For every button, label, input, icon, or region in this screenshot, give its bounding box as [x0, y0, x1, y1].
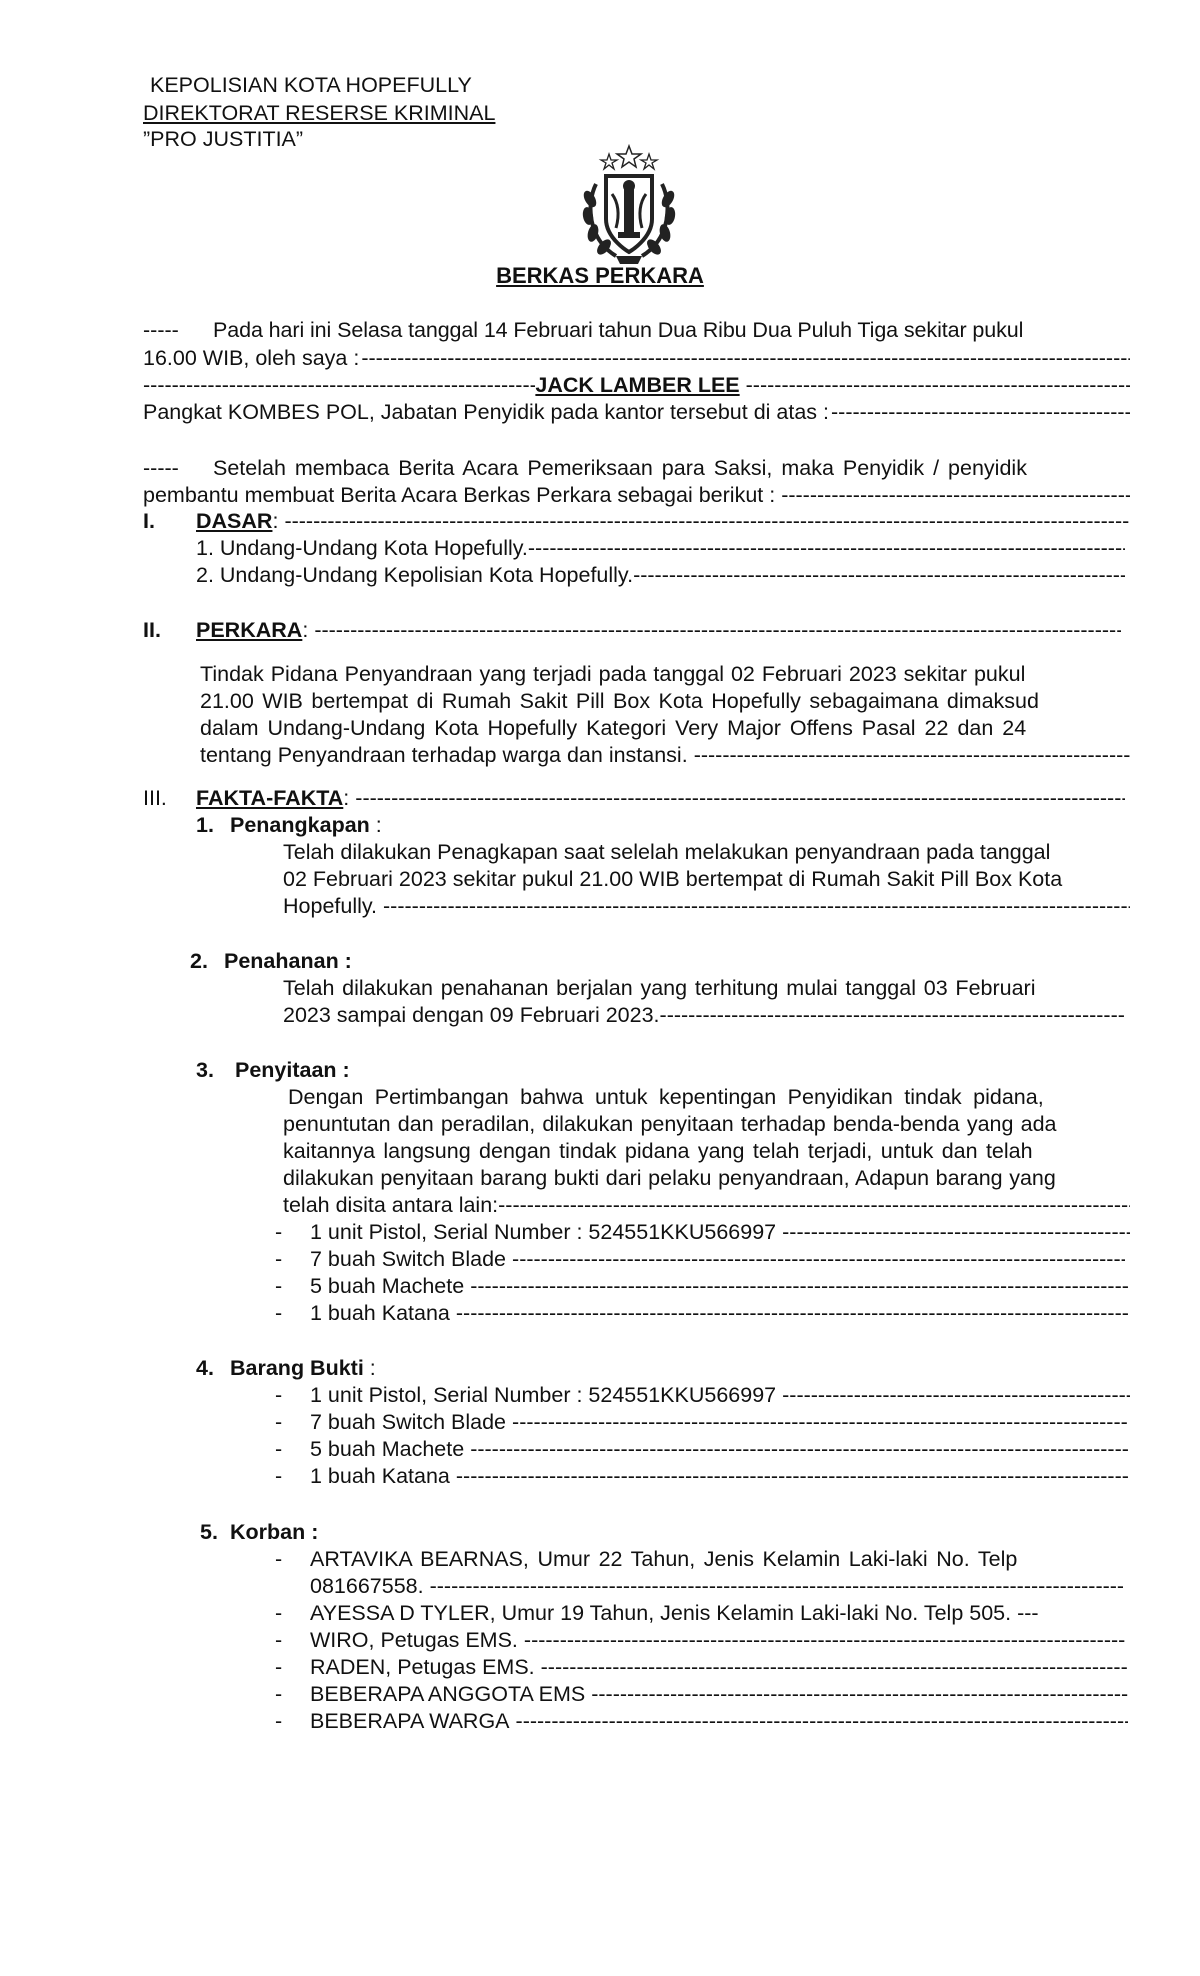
rank-text: Pangkat KOMBES POL, Jabatan Penyidik pada kantor tersebut di atas : [143, 400, 830, 424]
penyitaan-heading: Penyitaan : [235, 1058, 350, 1082]
korban-item-5 [310, 1681, 1128, 1708]
barang-bukti-heading-row [230, 1355, 376, 1382]
penyitaan-line-1: Dengan Pertimbangan bahwa untuk kepentingan Penyidikan tindak pidana, [288, 1085, 1044, 1109]
bukti-item-1 [310, 1382, 1130, 1409]
section-3-heading-row [196, 785, 1125, 812]
penangkapan-heading-row [230, 812, 382, 839]
korban-item-6-text: BEBERAPA WARGA [310, 1709, 510, 1733]
section-1-heading: DASAR [196, 509, 273, 533]
barang-bukti-heading: Barang Bukti [230, 1356, 364, 1380]
korban-heading: Korban : [230, 1520, 319, 1544]
korban-bullet-1: - [275, 1547, 283, 1571]
perkara-line-4-text: tentang Penyandraan terhadap warga dan instansi. [200, 743, 688, 767]
section-3-number: III. [143, 786, 167, 810]
section-2-number: II. [143, 618, 161, 642]
opening-line-2-text: 16.00 WIB, oleh saya : [143, 346, 360, 370]
bukti-item-3 [310, 1436, 1128, 1463]
bukti-bullet-4: - [275, 1464, 283, 1488]
korban-bullet-6: - [275, 1709, 283, 1733]
penangkapan-line-3 [283, 893, 1130, 920]
penangkapan-line-2: 02 Februari 2023 sekitar pukul 21.00 WIB bertempat di Rumah Sakit Pill Box Kota [283, 867, 1063, 891]
bukti-item-3-text: 5 buah Machete [310, 1437, 465, 1461]
penyitaan-bullet-1: - [275, 1220, 283, 1244]
investigator-name: JACK LAMBER LEE [535, 373, 740, 397]
section-1-colon: : [272, 509, 279, 533]
section-3-heading: FAKTA-FAKTA [196, 786, 344, 810]
bukti-item-4 [310, 1463, 1128, 1490]
penangkapan-colon: : [369, 813, 382, 837]
opening-line-2 [143, 345, 1130, 372]
page-title: BERKAS PERKARA [496, 263, 704, 288]
penahanan-heading: Penahanan : [224, 949, 352, 973]
penahanan-line-2-text: 2023 sampai dengan 09 Februari 2023. [283, 1003, 660, 1027]
perkara-line-1: Tindak Pidana Penyandraan yang terjadi pada tanggal 02 Februari 2023 sekitar pukul [200, 662, 1026, 686]
penyitaan-item-4-text: 1 buah Katana [310, 1301, 450, 1325]
penyitaan-line-5-text: telah disita antara lain: [283, 1193, 499, 1217]
korban-item-1-cont [310, 1573, 1123, 1600]
korban-item-4-text: RADEN, Petugas EMS. [310, 1655, 535, 1679]
penyitaan-item-4 [310, 1300, 1128, 1327]
korban-item-5-text: BEBERAPA ANGGOTA EMS [310, 1682, 586, 1706]
bukti-item-4-text: 1 buah Katana [310, 1464, 450, 1488]
penyitaan-bullet-4: - [275, 1301, 283, 1325]
korban-item-6 [310, 1708, 1128, 1735]
korban-item-1: ARTAVIKA BEARNAS, Umur 22 Tahun, Jenis Kelamin Laki-laki No. Telp [310, 1547, 1018, 1571]
penyitaan-bullet-2: - [275, 1247, 283, 1271]
penangkapan-line-1: Telah dilakukan Penagkapan saat selelah melakukan penyandraan pada tanggal [283, 840, 1051, 864]
pro-justitia: ”PRO JUSTITIA” [143, 127, 304, 151]
section-1-heading-row [196, 508, 1130, 535]
bukti-item-2-text: 7 buah Switch Blade [310, 1410, 507, 1434]
bukti-item-1-text: 1 unit Pistol, Serial Number : 524551KKU566997 [310, 1383, 777, 1407]
intro-lead: ----- [143, 456, 179, 480]
directorate-name: DIREKTORAT RESERSE KRIMINAL [143, 101, 496, 125]
opening-line-1: Pada hari ini Selasa tanggal 14 Februari tahun Dua Ribu Dua Puluh Tiga sekitar pukul [213, 318, 1024, 342]
barang-bukti-colon: : [363, 1356, 376, 1380]
korban-item-4 [310, 1654, 1128, 1681]
intro-line-1: Setelah membaca Berita Acara Pemeriksaan para Saksi, maka Penyidik / penyidik [213, 456, 1027, 480]
investigator-line [143, 372, 1130, 399]
section-2-heading-row [196, 617, 1121, 644]
penangkapan-number: 1. [196, 813, 214, 837]
korban-bullet-5: - [275, 1682, 283, 1706]
penahanan-number: 2. [190, 949, 208, 973]
section-2-colon: : [302, 618, 309, 642]
penyitaan-line-2: penuntutan dan peradilan, dilakukan penyitaan terhadap benda-benda yang ada [283, 1112, 1057, 1136]
korban-bullet-2: - [275, 1601, 283, 1625]
dasar-item-1-text: 1. Undang-Undang Kota Hopefully. [196, 536, 528, 560]
perkara-line-2: 21.00 WIB bertempat di Rumah Sakit Pill Box Kota Hopefully sebagaimana dimaksud [200, 689, 1039, 713]
korban-number: 5. [200, 1520, 218, 1544]
bukti-bullet-3: - [275, 1437, 283, 1461]
penyitaan-item-2 [310, 1246, 1125, 1273]
penangkapan-line-3-text: Hopefully. [283, 894, 378, 918]
rank-line [143, 399, 1130, 426]
intro-line-2 [143, 482, 1130, 509]
penyitaan-item-2-text: 7 buah Switch Blade [310, 1247, 507, 1271]
penyitaan-line-5 [283, 1192, 1130, 1219]
penyitaan-item-1-text: 1 unit Pistol, Serial Number : 524551KKU566997 [310, 1220, 777, 1244]
penyitaan-line-3: kaitannya langsung dengan tindak pidana yang telah terjadi, untuk dan telah [283, 1139, 1033, 1163]
korban-item-3-text: WIRO, Petugas EMS. [310, 1628, 518, 1652]
korban-item-2: AYESSA D TYLER, Umur 19 Tahun, Jenis Kelamin Laki-laki No. Telp 505. --- [310, 1601, 1039, 1625]
perkara-line-3: dalam Undang-Undang Kota Hopefully Kategori Very Major Offens Pasal 22 dan 24 [200, 716, 1027, 740]
penangkapan-heading: Penangkapan [230, 813, 370, 837]
opening-lead: ----- [143, 318, 179, 342]
penyitaan-item-1 [310, 1219, 1130, 1246]
penahanan-line-2 [283, 1002, 1125, 1029]
bukti-bullet-1: - [275, 1383, 283, 1407]
section-3-colon: : [343, 786, 350, 810]
penyitaan-bullet-3: - [275, 1274, 283, 1298]
korban-bullet-3: - [275, 1628, 283, 1652]
bukti-bullet-2: - [275, 1410, 283, 1434]
barang-bukti-number: 4. [196, 1356, 214, 1380]
agency-name: KEPOLISIAN KOTA HOPEFULLY [150, 73, 472, 97]
section-2-heading: PERKARA [196, 618, 303, 642]
bukti-item-2 [310, 1409, 1128, 1436]
dasar-item-1 [196, 535, 1125, 562]
dasar-item-2 [196, 562, 1125, 589]
perkara-line-4 [200, 742, 1130, 769]
intro-line-2-text: pembantu membuat Berita Acara Berkas Perkara sebagai berikut : [143, 483, 776, 507]
police-emblem-icon [566, 144, 692, 270]
penahanan-line-1: Telah dilakukan penahanan berjalan yang terhitung mulai tanggal 03 Februari [283, 976, 1036, 1000]
penyitaan-item-3-text: 5 buah Machete [310, 1274, 465, 1298]
penyitaan-line-4: dilakukan penyitaan barang bukti dari pelaku penyandraan, Adapun barang yang [283, 1166, 1056, 1190]
korban-item-1-cont-text: 081667558. [310, 1574, 424, 1598]
korban-bullet-4: - [275, 1655, 283, 1679]
penyitaan-number: 3. [196, 1058, 214, 1082]
section-1-number: I. [143, 509, 155, 533]
penyitaan-item-3 [310, 1273, 1128, 1300]
korban-item-3 [310, 1627, 1125, 1654]
dasar-item-2-text: 2. Undang-Undang Kepolisian Kota Hopefully. [196, 563, 634, 587]
